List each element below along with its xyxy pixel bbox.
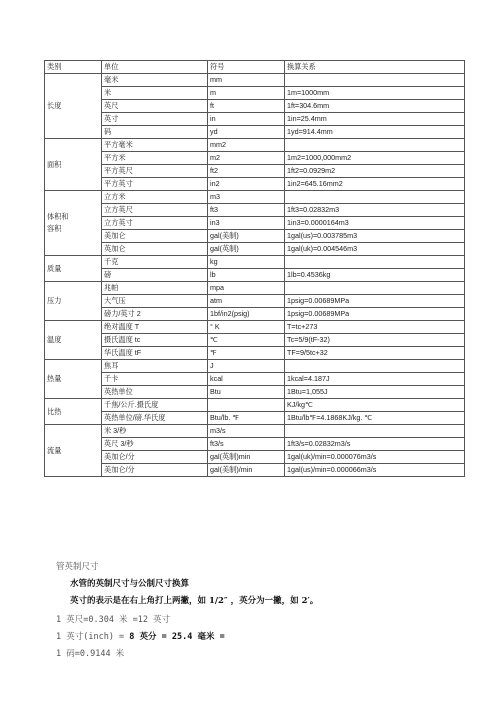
- table-row: [45, 243, 465, 256]
- conversion-cell: 1psig=0.00689MPa: [285, 308, 465, 321]
- conversion-cell: 1in3=0.0000164m3: [285, 217, 465, 230]
- symbol-cell: 1bf/in2(psig): [208, 308, 285, 321]
- symbol-cell: ft3/s: [208, 438, 285, 451]
- conversion-cell: 1gal(uk)=0.004546m3: [285, 243, 465, 256]
- category-cell: 面积: [45, 139, 102, 191]
- conversion-cell: [285, 282, 465, 295]
- symbol-cell: kg: [208, 256, 285, 269]
- conversion-cell: 1ft3/s=0.02832m3/s: [285, 438, 465, 451]
- table-row: [45, 191, 465, 204]
- header-conversion: 换算关系: [285, 61, 465, 74]
- table-row: [45, 386, 465, 399]
- unit-cell: 码: [102, 126, 208, 139]
- symbol-cell: in2: [208, 178, 285, 191]
- conversion-cell: [285, 139, 465, 152]
- symbol-cell: m3/s: [208, 425, 285, 438]
- symbol-cell: Btu/lb. ℉: [208, 412, 285, 425]
- conversion-cell: 1in2=645.16mm2: [285, 178, 465, 191]
- table-row: [45, 165, 465, 178]
- notes-line-inch-bold: 8 英分 = 25.4 毫米 =: [129, 632, 225, 642]
- table-header-row: [45, 61, 465, 74]
- unit-cell: 英寸: [102, 113, 208, 126]
- unit-cell: 磅力/英寸 2: [102, 308, 208, 321]
- unit-cell: 摄氏温度 tc: [102, 334, 208, 347]
- conversion-cell: T=tc+273: [285, 321, 465, 334]
- conversion-cell: 1kcal=4.187J: [285, 373, 465, 386]
- unit-cell: 千焦/公斤.摄氏度: [102, 399, 208, 412]
- unit-cell: 米: [102, 87, 208, 100]
- table-row: [45, 295, 465, 308]
- table-row: [45, 438, 465, 451]
- table-row: [45, 269, 465, 282]
- table-row: [45, 451, 465, 464]
- table-row: [45, 282, 465, 295]
- symbol-cell: gal(美制)/min: [208, 464, 285, 477]
- conversion-cell: 1lb=0.4536kg: [285, 269, 465, 282]
- unit-cell: 美加仑/分: [102, 451, 208, 464]
- table-row: [45, 178, 465, 191]
- category-cell: 体积和 容积: [45, 191, 102, 256]
- conversion-cell: 1m2=1000,000mm2: [285, 152, 465, 165]
- symbol-cell: J: [208, 360, 285, 373]
- category-cell: 质量: [45, 256, 102, 282]
- table-row: [45, 308, 465, 321]
- conversion-cell: [285, 74, 465, 87]
- table-row: [45, 334, 465, 347]
- symbol-cell: ft: [208, 100, 285, 113]
- conversion-cell: 1gal(us)/min=0.000066m3/s: [285, 464, 465, 477]
- notes-heading-conversion: 水管的英制尺寸与公制尺寸换算: [70, 579, 190, 589]
- conversion-cell: [285, 360, 465, 373]
- conversion-cell: 1ft3=0.02832m3: [285, 204, 465, 217]
- category-cell: 流量: [45, 425, 102, 477]
- notes-heading-notation: 英寸的表示是在右上角打上两撇，如 1/2″ ，英分为一撇，如 2′。: [70, 596, 319, 606]
- conversion-cell: 1yd=914.4mm: [285, 126, 465, 139]
- unit-cell: 米 3/秒: [102, 425, 208, 438]
- table-row: [45, 464, 465, 477]
- notes-line-yard: 1 码=0.9144 米: [56, 649, 125, 659]
- table-row: [45, 321, 465, 334]
- notes-line-inch: [56, 630, 225, 642]
- table-row: [45, 100, 465, 113]
- conversion-cell: [285, 191, 465, 204]
- unit-cell: 英热单位: [102, 386, 208, 399]
- symbol-cell: kcal: [208, 373, 285, 386]
- table-row: [45, 152, 465, 165]
- conversion-cell: 1ft=304.6mm: [285, 100, 465, 113]
- symbol-cell: yd: [208, 126, 285, 139]
- symbol-cell: ft2: [208, 165, 285, 178]
- unit-cell: 立方英寸: [102, 217, 208, 230]
- category-cell: 热量: [45, 360, 102, 399]
- header-symbol: 符号: [208, 61, 285, 74]
- symbol-cell: ℃: [208, 334, 285, 347]
- unit-cell: 大气压: [102, 295, 208, 308]
- unit-cell: 毫米: [102, 74, 208, 87]
- unit-cell: 美加仑: [102, 230, 208, 243]
- table-body: [45, 61, 465, 477]
- unit-cell: 美加仑/分: [102, 464, 208, 477]
- symbol-cell: atm: [208, 295, 285, 308]
- category-cell: 长度: [45, 74, 102, 139]
- symbol-cell: ft3: [208, 204, 285, 217]
- table-row: [45, 87, 465, 100]
- conversion-cell: 1Btu/lb℉=4.1868KJ/kg. ℃: [285, 412, 465, 425]
- unit-cell: 英尺: [102, 100, 208, 113]
- unit-cell: 华氏温度 tF: [102, 347, 208, 360]
- table-row: [45, 373, 465, 386]
- table-row: [45, 139, 465, 152]
- symbol-cell: m2: [208, 152, 285, 165]
- unit-cell: 兆帕: [102, 282, 208, 295]
- symbol-cell: gal(美制): [208, 230, 285, 243]
- table-row: [45, 113, 465, 126]
- unit-cell: 英加仑: [102, 243, 208, 256]
- unit-cell: 平方英尺: [102, 165, 208, 178]
- unit-cell: 英尺 3/秒: [102, 438, 208, 451]
- symbol-cell: ° K: [208, 321, 285, 334]
- table-row: [45, 204, 465, 217]
- symbol-cell: gal(英制)min: [208, 451, 285, 464]
- header-category: 类别: [45, 61, 102, 74]
- unit-cell: 平方毫米: [102, 139, 208, 152]
- table-row: [45, 74, 465, 87]
- unit-cell: 千克: [102, 256, 208, 269]
- conversion-cell: 1ft2=0.0929m2: [285, 165, 465, 178]
- category-cell: 温度: [45, 321, 102, 360]
- symbol-cell: gal(英制): [208, 243, 285, 256]
- notes-line-inch-pre: 1 英寸(inch) =: [56, 632, 130, 642]
- unit-conversion-table: [44, 60, 465, 477]
- unit-cell: 千卡: [102, 373, 208, 386]
- conversion-cell: 1in=25.4mm: [285, 113, 465, 126]
- conversion-cell: 1m=1000mm: [285, 87, 465, 100]
- conversion-cell: [285, 256, 465, 269]
- table-row: [45, 412, 465, 425]
- symbol-cell: m: [208, 87, 285, 100]
- unit-cell: 立方英尺: [102, 204, 208, 217]
- table-row: [45, 347, 465, 360]
- symbol-cell: mpa: [208, 282, 285, 295]
- table-row: [45, 230, 465, 243]
- symbol-cell: in: [208, 113, 285, 126]
- table-row: [45, 399, 465, 412]
- header-unit: 单位: [102, 61, 208, 74]
- symbol-cell: mm: [208, 74, 285, 87]
- unit-cell: 焦耳: [102, 360, 208, 373]
- unit-cell: 磅: [102, 269, 208, 282]
- unit-cell: 英热单位/磅.华氏度: [102, 412, 208, 425]
- conversion-cell: 1Btu=1,055J: [285, 386, 465, 399]
- unit-cell: 绝对温度 T: [102, 321, 208, 334]
- table-row: [45, 360, 465, 373]
- table-row: [45, 217, 465, 230]
- unit-cell: 平方英寸: [102, 178, 208, 191]
- conversion-cell: 1gal(us)=0.003785m3: [285, 230, 465, 243]
- symbol-cell: ℉: [208, 347, 285, 360]
- symbol-cell: Btu: [208, 386, 285, 399]
- conversion-cell: 1psig=0.00689MPa: [285, 295, 465, 308]
- unit-cell: 立方米: [102, 191, 208, 204]
- unit-cell: 平方米: [102, 152, 208, 165]
- conversion-cell: Tc=5/9(tF-32): [285, 334, 465, 347]
- symbol-cell: in3: [208, 217, 285, 230]
- category-cell: 压力: [45, 282, 102, 321]
- symbol-cell: [208, 399, 285, 412]
- notes-line-foot: 1 英尺=0.304 米 =12 英寸: [56, 615, 171, 625]
- conversion-cell: [285, 425, 465, 438]
- symbol-cell: m3: [208, 191, 285, 204]
- conversion-cell: TF=9/5tc+32: [285, 347, 465, 360]
- table-row: [45, 126, 465, 139]
- conversion-cell: KJ/kg℃: [285, 399, 465, 412]
- notes-title: 管英制尺寸: [56, 562, 99, 572]
- category-cell: 比热: [45, 399, 102, 425]
- symbol-cell: lb: [208, 269, 285, 282]
- conversion-cell: 1gal(uk)/min=0.000076m3/s: [285, 451, 465, 464]
- table-row: [45, 256, 465, 269]
- symbol-cell: mm2: [208, 139, 285, 152]
- table-row: [45, 425, 465, 438]
